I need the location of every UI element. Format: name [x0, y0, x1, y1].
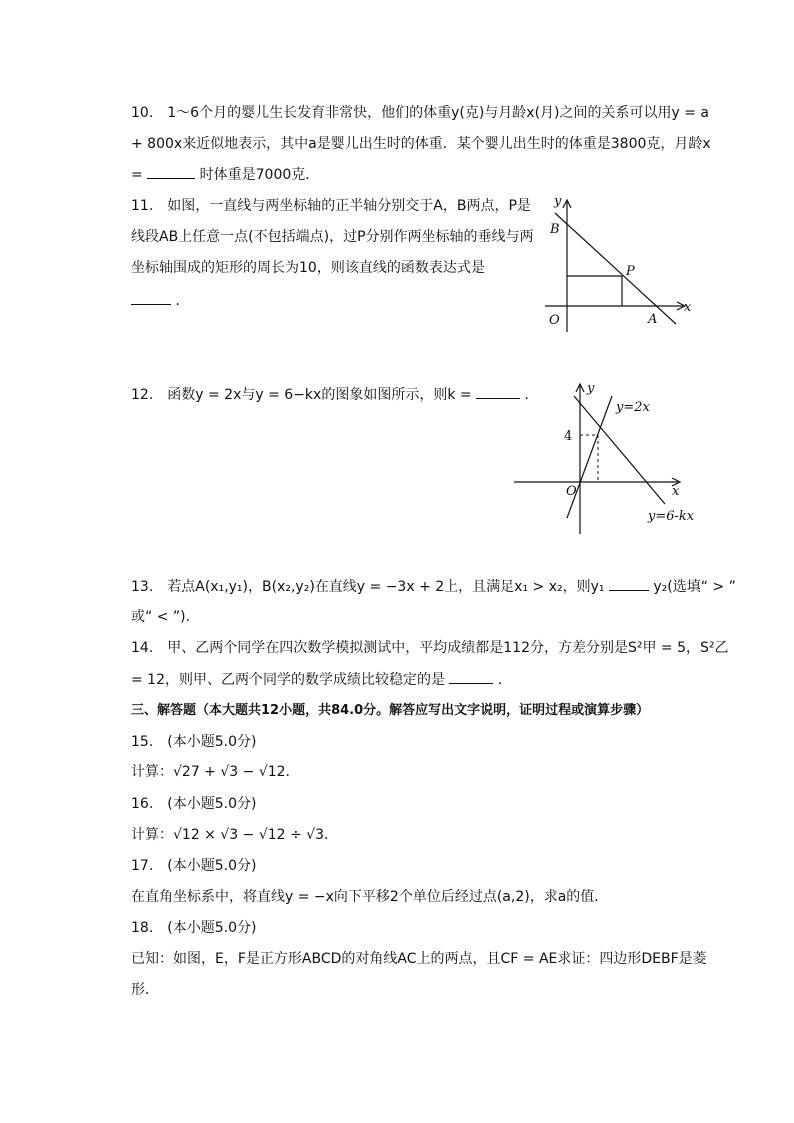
q12-fig-o-label: O [566, 484, 577, 499]
q14-line2-pre: = 12，则甲、乙两个同学的数学成绩比较稳定的是 [131, 672, 445, 688]
q13-answer-blank[interactable] [609, 576, 649, 591]
q11-line1: 11. 如图，一直线与两坐标轴的正半轴分别交于A，B两点，P是 [131, 198, 531, 214]
q11-line2: 线段AB上任意一点(不包括端点)，过P分别作两坐标轴的垂线与两 [131, 229, 534, 245]
q13-line2: 或“ < ”)． [131, 609, 200, 625]
q10-line3-post: 时体重是7000克． [199, 167, 320, 183]
q14-answer-blank[interactable] [449, 669, 493, 684]
q10-line2: + 800x来近似地表示，其中a是婴儿出生时的体重．某个婴儿出生时的体重是3800克，月龄x [131, 136, 711, 152]
q11-line4 [131, 290, 189, 311]
q12-figure [510, 378, 700, 538]
q12-fig-line2-label: y=6-kx [648, 509, 695, 524]
q14-line1: 14. 甲、乙两个同学在四次数学模拟测试中，平均成绩都是112分，方差分别是S²甲 = 5，S²乙 [131, 640, 729, 656]
q10-line3 [131, 164, 319, 185]
q15-head: 15. (本小题5.0分) [131, 734, 257, 750]
q11-fig-p-label: P [626, 264, 635, 279]
q11-line3: 坐标轴围成的矩形的周长为10，则该直线的函数表达式是 [131, 260, 485, 276]
q18-line1: 已知：如图，E，F是正方形ABCD的对角线AC上的两点，且CF = AE求证：四边形DEBF是菱 [131, 951, 707, 967]
section-heading: 三、解答题（本大题共12小题，共84.0分。解答应写出文字说明，证明过程或演算步骤） [131, 703, 650, 718]
q10-answer-blank[interactable] [147, 164, 195, 179]
q17-head: 17. (本小题5.0分) [131, 858, 257, 874]
q12-fig-x-label: x [672, 484, 680, 499]
q10-line1: 10. 1～6个月的婴儿生长发育非常快，他们的体重y(克)与月龄x(月)之间的关系可以用y = a [131, 105, 709, 121]
q14-line2-post: ． [497, 672, 512, 688]
q13-line1-pre: 13. 若点A(x₁,y₁)，B(x₂,y₂)在直线y = −3x + 2上，且满足x₁ > x₂，则y₁ [131, 579, 605, 595]
q16-head: 16. (本小题5.0分) [131, 796, 257, 812]
q11-figure [535, 190, 700, 340]
q10-line3-pre: = [131, 167, 143, 183]
q13-line1-post: y₂(选填“ > ” [653, 579, 736, 595]
q15-body: 计算：√27 + √3 − √12． [131, 764, 300, 780]
q11-fig-b-label: B [550, 222, 560, 237]
q12-fig-four-label: 4 [564, 429, 573, 444]
q11-fig-x-label: x [684, 300, 692, 315]
q11-line4-post: ． [175, 293, 190, 309]
q12-post: ． [524, 387, 539, 403]
q13-line1 [131, 576, 736, 597]
q18-head: 18. (本小题5.0分) [131, 920, 257, 936]
q12-text: 12. 函数y = 2x与y = 6−kx的图象如图所示，则k = [131, 387, 472, 403]
q14-line2 [131, 669, 512, 690]
q11-answer-blank[interactable] [131, 290, 171, 305]
q12-fig-line1-label: y=2x [616, 400, 650, 415]
q12-fig-y-label: y [587, 381, 595, 396]
q12-line [131, 384, 539, 405]
q17-body: 在直角坐标系中，将直线y = −x向下平移2个单位后经过点(a,2)，求a的值． [131, 889, 609, 905]
q11-fig-a-label: A [648, 312, 658, 327]
q18-line2: 形． [131, 982, 159, 998]
q11-fig-y-label: y [554, 194, 562, 209]
q11-fig-o-label: O [549, 313, 560, 328]
q16-body: 计算：√12 × √3 − √12 ÷ √3． [131, 827, 339, 843]
